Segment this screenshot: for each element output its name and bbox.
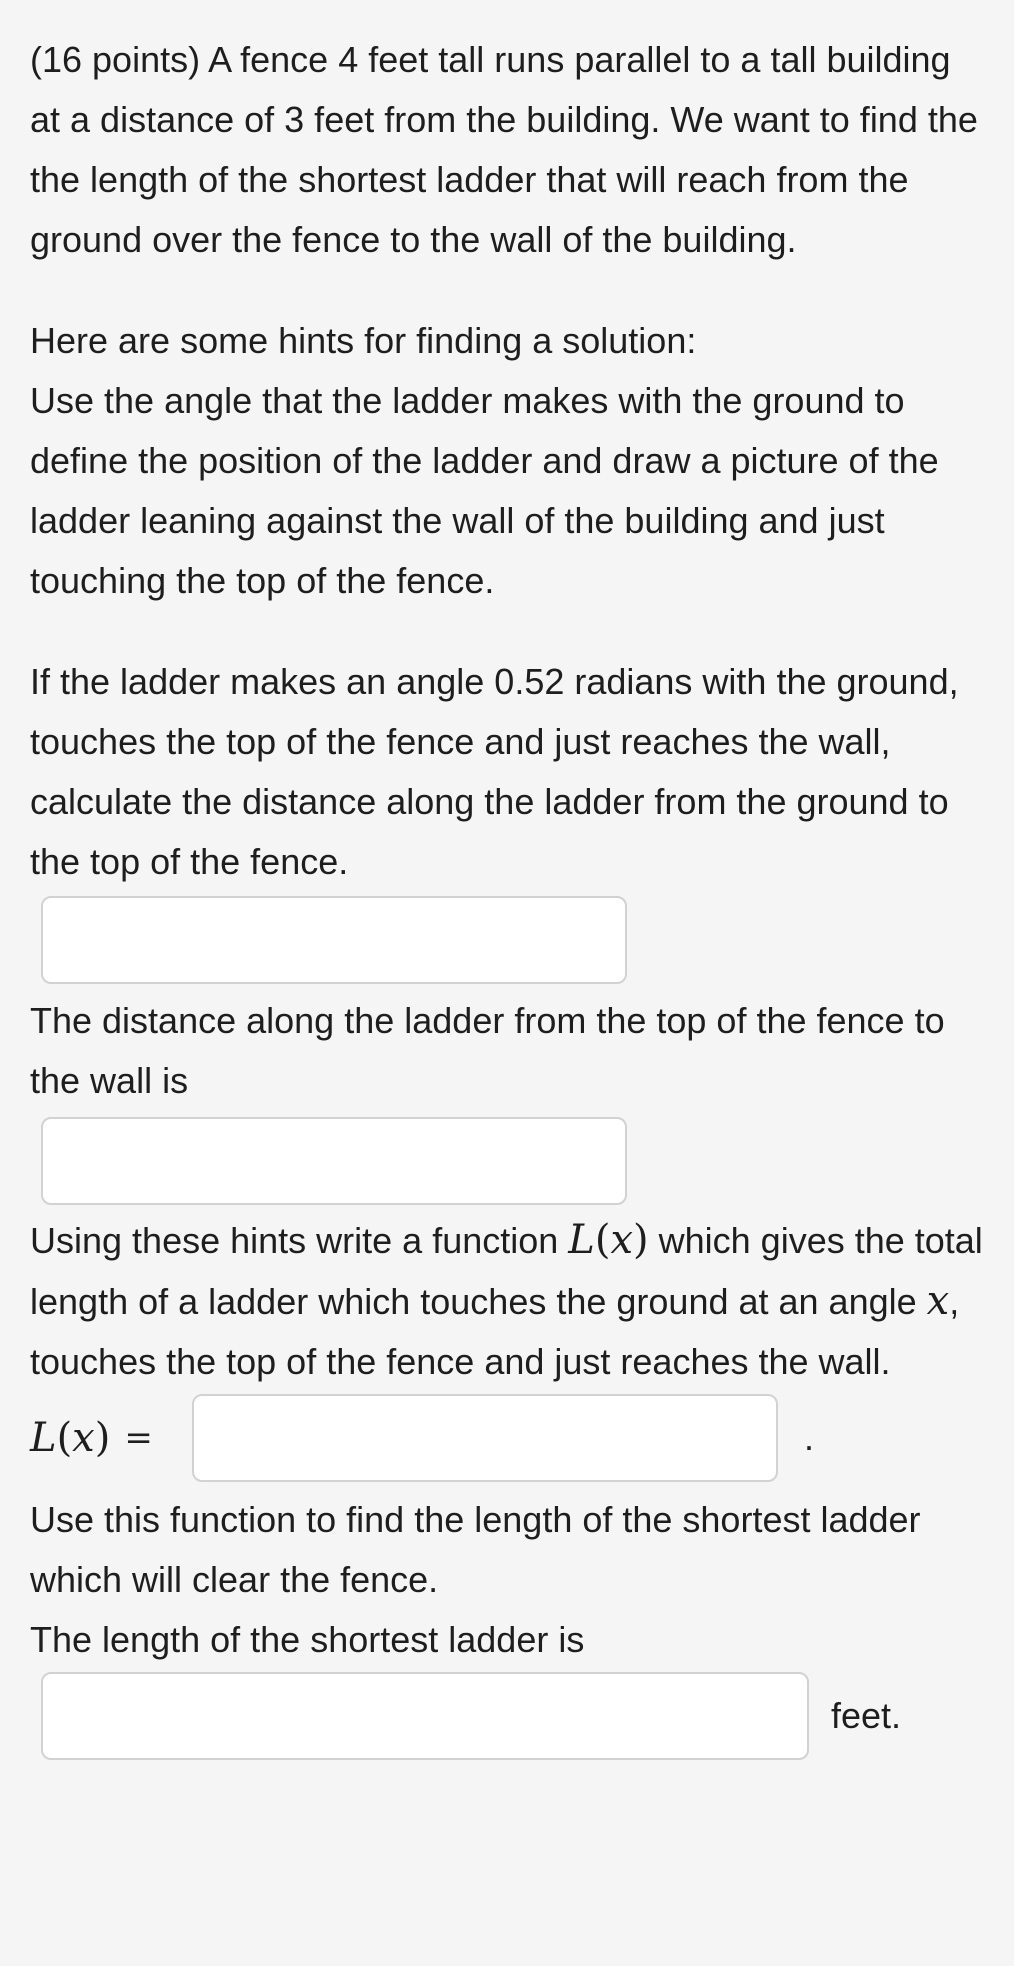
unit-label: feet. bbox=[831, 1695, 902, 1736]
function-prompt-middle: which gives the total length of a ladder which touches the ground at an angle bbox=[30, 1220, 983, 1322]
function-notation bbox=[568, 1217, 648, 1263]
paren: ) bbox=[633, 1217, 649, 1263]
eq-function-name: L bbox=[30, 1415, 57, 1461]
function-equation-label bbox=[30, 1415, 192, 1461]
hints-body: Use the angle that the ladder makes with the ground to define the position of the ladder and draw a picture of the ladder leaning against the wall of the building and just touching the top of the fence. bbox=[30, 380, 939, 601]
question-shortest-intro: Use this function to find the length of the shortest ladder which will clear the fence. bbox=[30, 1499, 921, 1600]
shortest-answer-row bbox=[30, 1672, 990, 1760]
eq-function-variable: x bbox=[72, 1415, 95, 1461]
function-prompt-start: Using these hints write a function bbox=[30, 1220, 569, 1261]
paren: ( bbox=[594, 1217, 611, 1263]
fence-to-wall-input[interactable] bbox=[41, 1117, 627, 1205]
question-ground-to-fence: If the ladder makes an angle 0.52 radians with the ground, touches the top of the fence and just reaches the wall, calculate the distance along the ladder from the ground to the top of the fence. bbox=[30, 661, 959, 882]
paren: ( bbox=[56, 1415, 73, 1461]
function-answer-row bbox=[30, 1394, 990, 1482]
angle-variable: x bbox=[926, 1278, 950, 1324]
question-fence-to-wall: The distance along the ladder from the top of the fence to the wall is bbox=[30, 1000, 945, 1101]
problem-intro: (16 points) A fence 4 feet tall runs parallel to a tall building at a distance of 3 feet from the building. We want to find the the length of the shortest ladder that will reach from the ground over the fence to the wall of the building. bbox=[30, 39, 978, 260]
function-L-input[interactable] bbox=[192, 1394, 778, 1482]
paren: ) bbox=[94, 1415, 111, 1461]
question-shortest-label: The length of the shortest ladder is bbox=[30, 1619, 585, 1660]
question-function bbox=[30, 1210, 990, 1392]
trailing-period: . bbox=[804, 1417, 815, 1458]
ground-to-fence-input[interactable] bbox=[41, 896, 627, 984]
function-prompt-end: , touches the top of the fence and just reaches the wall. bbox=[30, 1281, 960, 1382]
function-name: L bbox=[568, 1217, 595, 1263]
spacer bbox=[30, 611, 990, 652]
function-variable: x bbox=[610, 1217, 634, 1263]
hints-heading: Here are some hints for finding a solution: bbox=[30, 320, 697, 361]
shortest-length-input[interactable] bbox=[41, 1672, 809, 1760]
spacer bbox=[30, 270, 990, 311]
equals-sign: = bbox=[124, 1418, 153, 1458]
